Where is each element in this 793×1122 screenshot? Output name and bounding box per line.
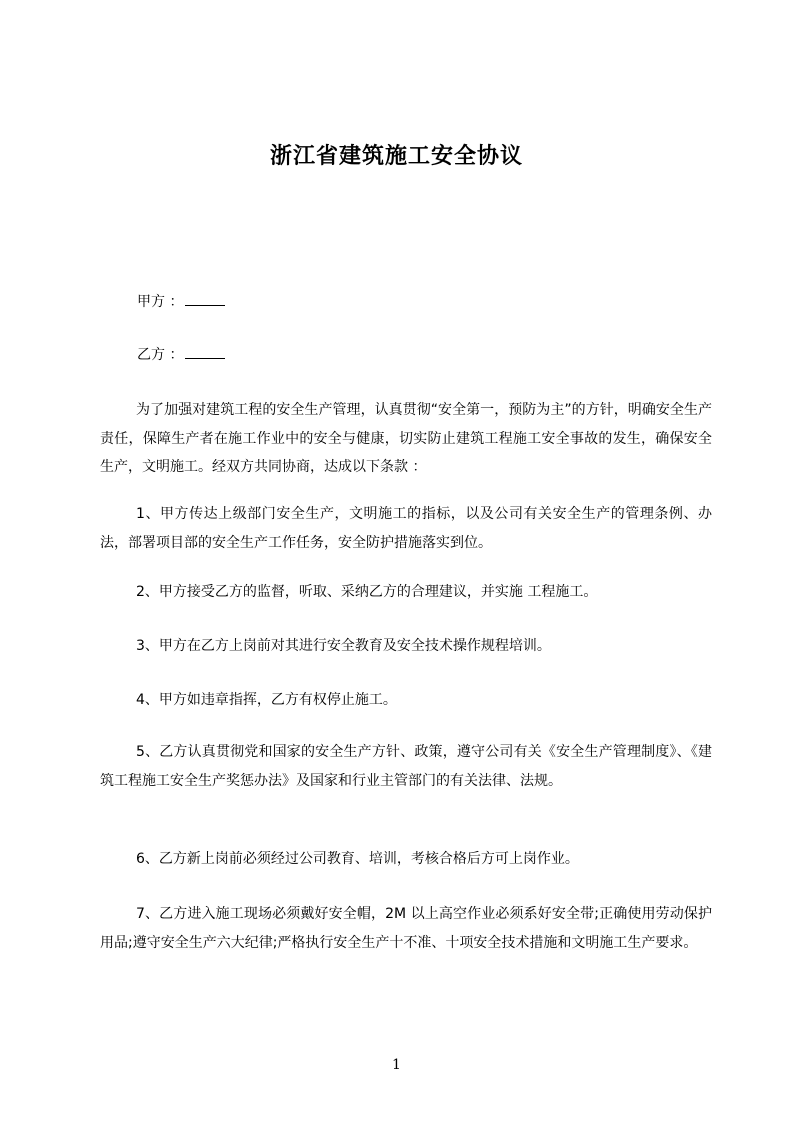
- clause-3: 3、甲方在乙方上岗前对其进行安全教育及安全技术操作规程培训。: [136, 638, 551, 654]
- page-number: 1: [392, 1057, 401, 1073]
- party-a-label: 甲方 ：: [137, 294, 184, 310]
- clause-2: 2、甲方接受乙方的监督，听取、采纳乙方的合理建议，并实施 工程施工。: [136, 584, 598, 600]
- party-b-blank: [185, 346, 225, 359]
- party-b-line: [137, 345, 225, 365]
- clause-1: 1、甲方传达上级部门安全生产，文明施工的指标，以及公司有关安全生产的管理条例、办法，部署项目部的安全生产工作任务，安全防护措施落实到位。: [100, 506, 712, 551]
- clause-7: 7、乙方进入施工现场必须戴好安全帽，2M 以上高空作业必须系好安全带;正确使用劳动保护用品;遵守安全生产六大纪律;严格执行安全生产十不准、十项安全技术措施和文明施工生产要求。: [100, 906, 712, 951]
- party-a-blank: [185, 293, 225, 306]
- clause-5: 5、乙方认真贯彻党和国家的安全生产方针、政策，遵守公司有关《安全生产管理制度》、《建筑工程施工安全生产奖惩办法》及国家和行业主管部门的有关法律、法规。: [100, 744, 712, 789]
- party-a-line: [137, 292, 225, 312]
- clause-4: 4、甲方如违章指挥，乙方有权停止施工。: [136, 692, 397, 708]
- intro-paragraph: 为了加强对建筑工程的安全生产管理，认真贯彻“安全第一，预防为主”的方针，明确安全生产责任，保障生产者在施工作业中的安全与健康，切实防止建筑工程施工安全事故的发生，确保安全生产，文明施工。经双方共同协商，达成以下条款 ：: [100, 402, 712, 475]
- party-b-label: 乙方 ：: [137, 347, 184, 363]
- clause-6: 6、乙方新上岗前必须经过公司教育、培训，考核合格后方可上岗作业。: [136, 851, 579, 867]
- document-title: 浙江省建筑施工安全协议: [269, 144, 523, 169]
